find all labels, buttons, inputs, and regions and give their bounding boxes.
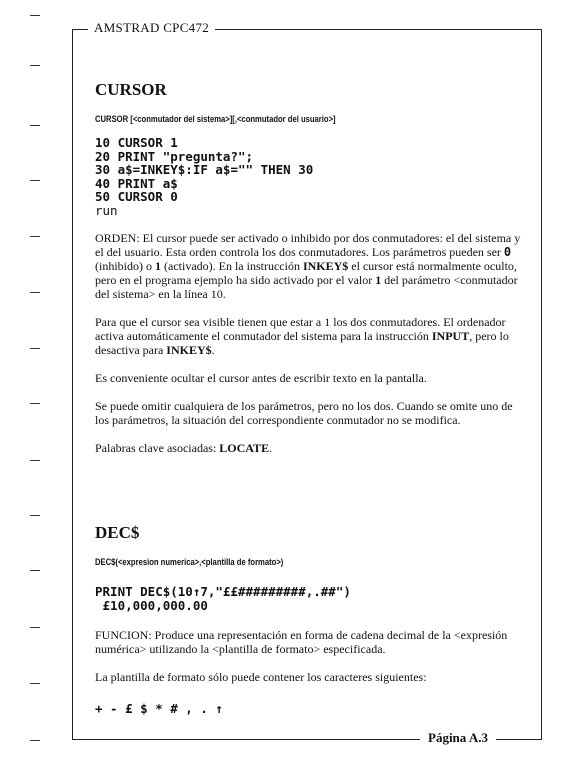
text-span: INKEY$ — [302, 259, 349, 273]
code-line: 40 PRINT a$ — [95, 175, 178, 191]
cursor-paragraph-4: Se puede omitir cualquiera de los parámetros, pero no los dos. Cuando se omite uno de los parámetros, la situación del correspondiente conmutador no se modifica. — [95, 399, 513, 427]
page-content — [95, 80, 525, 716]
code-line: 20 PRINT "pregunta?"; — [95, 148, 254, 164]
text-span: INPUT — [431, 329, 470, 343]
code-line: 30 a$=INKEY$:IF a$="" THEN 30 — [95, 162, 314, 177]
text-span: Palabras clave asociadas: — [95, 441, 220, 455]
cursor-paragraph-2 — [95, 315, 525, 357]
dec-paragraph-1: FUNCION: Produce una representación en forma de cadena decimal de la <expresión numérica> utilizando la <plantilla de formato> especificada. — [95, 628, 508, 656]
margin-tick — [30, 627, 40, 628]
margin-tick — [30, 15, 40, 16]
frame-left-border — [72, 29, 73, 740]
cursor-paragraph-3: Es conveniente ocultar el cursor antes de escribir texto en la pantalla. — [95, 371, 427, 385]
cursor-syntax: CURSOR [<conmutador del sistema>][,<conmutador del usuario>] — [95, 114, 336, 124]
cursor-code-block — [95, 136, 525, 217]
margin-tick — [30, 403, 40, 404]
margin-tick — [30, 180, 40, 181]
text-span: del parámetro <conmutador del sistema> en la línea 10. — [95, 273, 518, 301]
margin-tick — [30, 683, 40, 684]
code-line: 50 CURSOR 0 — [95, 189, 178, 204]
cursor-heading: CURSOR — [95, 80, 167, 99]
dec-syntax: DEC$(<expresion numerica>,<plantilla de formato>) — [95, 557, 284, 567]
text-span: 1 — [155, 259, 161, 273]
text-span: el cursor está normalmente oculto, pero en el programa ejemplo ha sido activado por el valor — [95, 259, 517, 287]
code-line: 10 CURSOR 1 — [95, 135, 178, 150]
header-title: AMSTRAD CPC472 — [88, 20, 215, 36]
cursor-paragraph-5 — [95, 441, 525, 455]
margin-tick — [30, 125, 40, 126]
code-line: £10,000,000.00 — [95, 597, 208, 613]
margin-tick — [30, 570, 40, 571]
text-span: INKEY$ — [166, 343, 212, 357]
text-span: . — [269, 441, 273, 455]
frame-right-border — [541, 29, 542, 740]
dec-code-block — [95, 585, 525, 612]
code-line: run — [95, 202, 118, 218]
text-span: ORDEN: El cursor puede ser activado o inhibido por dos conmutadores: el del sistema y el del usuario. Esta orden controla los dos conmutadores. Los parámetros pueden ser — [95, 231, 521, 259]
margin-tick — [30, 65, 40, 66]
text-span: 1 — [375, 273, 382, 287]
text-span: . — [211, 343, 215, 357]
format-characters: + - £ $ * # , . ↑ — [95, 701, 223, 716]
margin-tick — [30, 348, 40, 349]
text-span: , pero lo desactiva para — [95, 329, 509, 357]
text-span: 0 — [503, 245, 512, 259]
code-line: PRINT DEC$(10↑7,"££#########,.##") — [95, 584, 351, 599]
dec-heading: DEC$ — [95, 523, 140, 542]
margin-tick — [30, 292, 40, 293]
cursor-paragraph-1 — [95, 231, 525, 301]
margin-tick — [30, 515, 40, 516]
page-number: Página A.3 — [420, 730, 496, 746]
margin-tick — [30, 460, 40, 461]
text-span: (inhibido) o — [95, 259, 155, 273]
text-span: Para que el cursor sea visible tienen que estar a 1 los dos conmutadores. El ordenador activa automáticamente el conmutador del sistema para la instrucción — [95, 315, 506, 343]
text-span: (activado). En la instrucción — [161, 259, 303, 273]
text-span: LOCATE — [219, 441, 270, 455]
dec-paragraph-2: La plantilla de formato sólo puede contener los caracteres siguientes: — [95, 670, 427, 684]
margin-tick — [30, 740, 40, 741]
margin-tick — [30, 236, 40, 237]
